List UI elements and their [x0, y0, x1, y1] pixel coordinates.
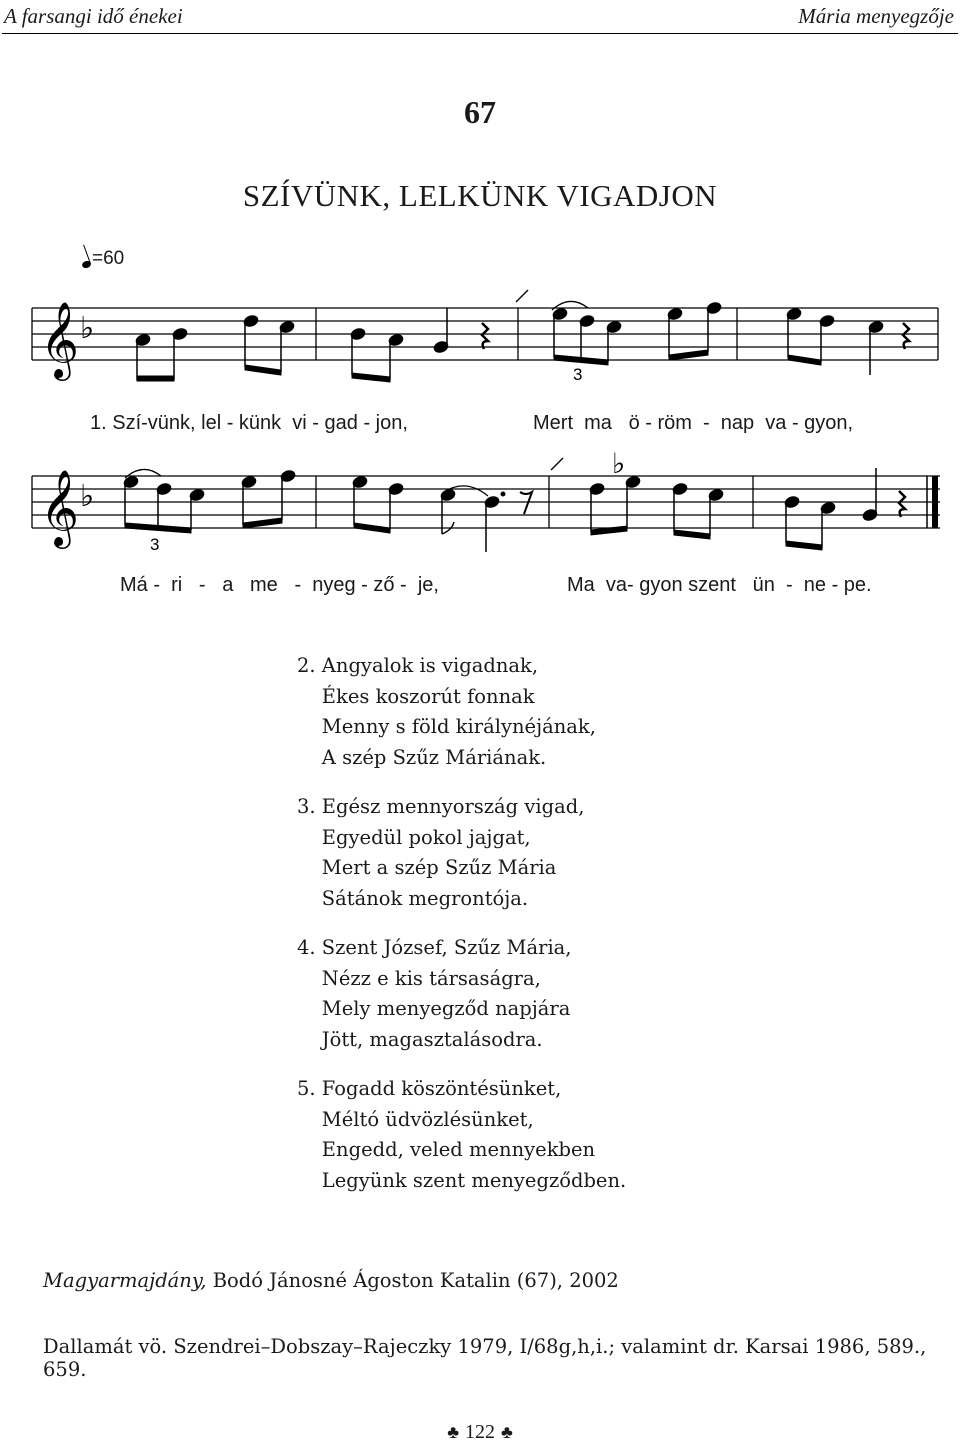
lyrics-line-2a: Má - ri - a me - nyeg - ző - je, [120, 574, 439, 596]
verse-line: Legyünk szent menyegződben. [297, 1168, 627, 1192]
verse-line: Ékes koszorút fonnak [297, 684, 535, 708]
song-title: SZÍVÜNK, LELKÜNK VIGADJON [242, 178, 718, 213]
verse-line: A szép Szűz Máriának. [297, 745, 547, 769]
music-staff-2 [0, 448, 960, 563]
page-footer [0, 1421, 960, 1444]
running-header-left: A farsangi idő énekei [4, 4, 183, 28]
club-ornament-icon: ♣ [501, 1422, 513, 1442]
flat-key-signature-icon: ♭ [80, 479, 95, 514]
verse-line: Jött, magasztalásodra. [297, 1027, 543, 1051]
source-attribution [43, 1269, 619, 1292]
verse-4 [297, 933, 857, 1055]
tempo-value: =60 [92, 248, 125, 269]
page-number: 122 [465, 1421, 495, 1443]
triplet-mark: 3 [573, 365, 583, 384]
verse-line: 3. Egész mennyország vigad, [297, 795, 585, 818]
flat-key-signature-icon: ♭ [80, 311, 95, 346]
lyrics-line-1b: Mert ma ö - röm - nap va - gyon, [533, 412, 854, 434]
verse-2 [297, 651, 857, 773]
header-divider [2, 33, 958, 34]
song-number: 67 [464, 94, 496, 130]
verse-line: Egyedül pokol jajgat, [297, 825, 531, 849]
verse-line: 2. Angyalok is vigadnak, [297, 654, 539, 677]
verse-line: Engedd, veled mennyekben [297, 1138, 596, 1161]
verse-line: Menny s föld királynéjának, [297, 715, 596, 738]
verse-line: 4. Szent József, Szűz Mária, [297, 936, 572, 959]
verses [297, 651, 857, 1215]
treble-clef-icon: 𝄞 [40, 301, 80, 378]
club-ornament-icon: ♣ [447, 1422, 459, 1442]
lyrics-line-2b: Ma va- gyon szent ün - ne - pe. [567, 574, 872, 596]
flat-accidental-icon: ♭ [612, 448, 626, 480]
verse-line: Nézz e kis társaságra, [297, 966, 541, 990]
verse-line: Mert a szép Szűz Mária [297, 856, 557, 879]
verse-5 [297, 1074, 857, 1196]
verse-line: Sátánok megrontója. [297, 886, 529, 910]
tempo-marking [82, 248, 124, 270]
verse-line: Mely menyegződ napjára [297, 997, 571, 1020]
running-header-right: Mária menyegzője [798, 4, 954, 28]
music-staff-1 [0, 280, 960, 395]
verse-line: 5. Fogadd köszöntésünket, [297, 1077, 562, 1100]
verse-line: Méltó üdvözlésünket, [297, 1107, 534, 1131]
treble-clef-icon: 𝄞 [40, 469, 80, 546]
source-place: Magyarmajdány, [43, 1269, 207, 1292]
source-informant: Bodó Jánosné Ágoston Katalin (67), 2002 [206, 1269, 619, 1292]
lyrics-line-1a: 1. Szí-vünk, lel - künk vi - gad - jon, [90, 412, 408, 434]
melody-reference: Dallamát vö. Szendrei–Dobszay–Rajeczky 1979, I/68g,h,i.; valamint dr. Karsai 1986, 589., 659. [43, 1335, 927, 1381]
triplet-mark: 3 [150, 535, 160, 554]
final-barline-icon [932, 476, 938, 528]
quarter-note-icon [81, 260, 92, 270]
verse-3 [297, 792, 857, 914]
